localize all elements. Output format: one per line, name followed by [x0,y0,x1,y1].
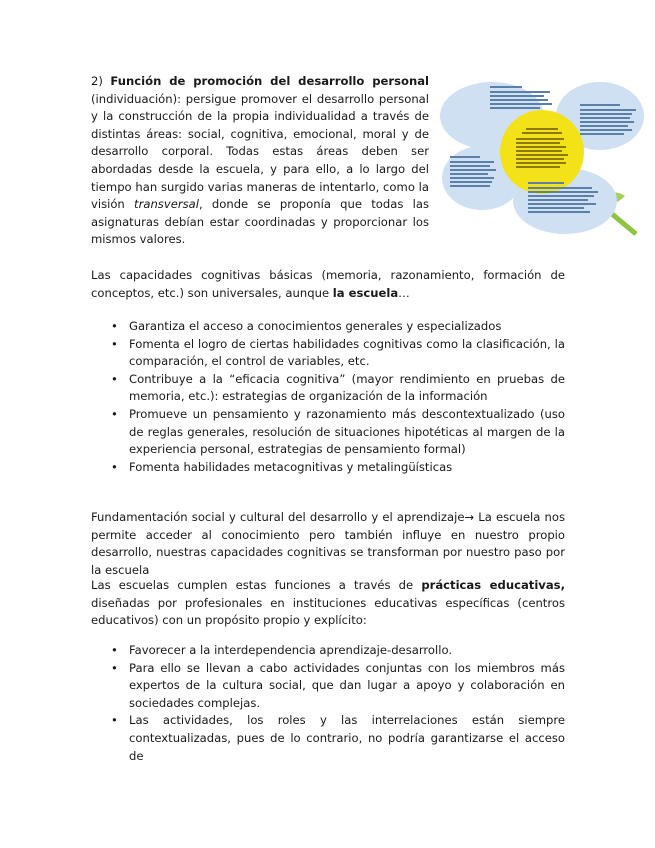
capacidades-text: Las capacidades cognitivas básicas (memoria, razonamiento, formación de conceptos, etc.) son universales, aunque [91,268,565,300]
intro-text-2: , donde se proponía que todas las asignaturas debían estar coordinadas y proporcionar los mismos valores. [91,197,429,247]
intro-paragraph [91,73,429,249]
practicas-tail: diseñadas por profesionales en instituciones educativas específicas (centros educativos) con un propósito propio y explícito: [91,595,565,628]
practicas-bullet-list [91,642,565,765]
intro-text-1: (individuación): persigue promover el desarrollo personal y la construcción de la propia individualidad a través de distintas áreas: social, cognitiva, emocional, moral y de desarrollo corporal. Todas estas áreas deben ser abordadas desde la escuela, y para ello, a lo largo del tiempo han surgido varias maneras de intentarlo, como la visión [91,91,429,212]
arrow-icon: → [464,510,475,524]
development-areas-flower-image [440,76,645,236]
fundamentacion-tail: La escuela nos permite acceder al conocimiento pero también influye en nuestro propio desarrollo, nuestras capacidades cognitivas se transforman por nuestro paso por la escuela [91,510,565,577]
practicas-bold: prácticas educativas, [421,578,565,592]
list-item: • Favorecer a la interdependencia aprendizaje-desarrollo. [91,642,565,660]
section-number: 2) [91,74,103,88]
capacidades-bold: la escuela [332,285,399,300]
list-item: • Las actividades, los roles y las interrelaciones están siempre contextualizadas, pues de lo contrario, no podría garantizarse el acceso de [91,712,565,765]
list-item: • Fomenta habilidades metacognitivas y metalingüísticas [91,459,565,477]
practicas-paragraph [91,577,565,630]
practicas-text: Las escuelas cumplen estas funciones a través de [91,578,422,592]
list-item: • Promueve un pensamiento y razonamiento más descontextualizado (uso de reglas generales, resolución de situaciones hipotéticas al margen de la experiencia personal, estrategias de pensamiento formal) [91,406,565,459]
fundamentacion-text: Fundamentación social y cultural del desarrollo y el aprendizaje [91,510,465,524]
section-title: Función de promoción del desarrollo personal [110,74,430,88]
fundamentacion-paragraph [91,509,565,579]
list-item: • Para ello se llevan a cabo actividades conjuntas con los miembros más expertos de la cultura social, que dan lugar a apoyo y colaboración en sociedades complejas. [91,660,565,713]
list-item: • Contribuye a la “eficacia cognitiva” (mayor rendimiento en pruebas de memoria, etc.): estrategias de organización de la información [91,371,565,406]
capacidades-paragraph [91,267,565,302]
intro-italic-term: transversal [134,197,199,212]
escuela-bullet-list [91,318,565,476]
list-item: • Garantiza el acceso a conocimientos generales y especializados [91,318,565,336]
capacidades-tail: … [398,285,410,300]
list-item: • Fomenta el logro de ciertas habilidades cognitivas como la clasificación, la comparación, el control de variables, etc. [91,336,565,371]
